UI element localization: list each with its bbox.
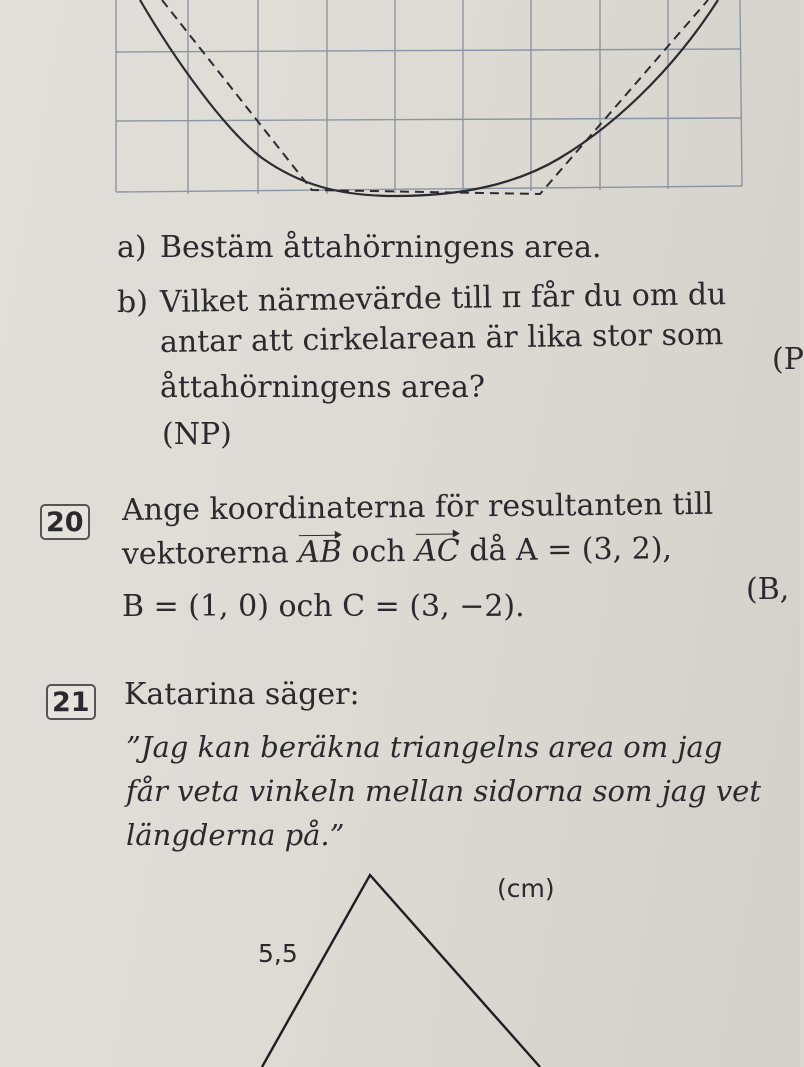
margin-tag-20: (B, — [746, 572, 790, 607]
part-b-label: b) — [117, 285, 148, 320]
problem20-line3: B = (1, 0) och C = (3, −2). — [122, 589, 525, 624]
grid — [116, 0, 742, 194]
problem20-line1: Ange koordinaterna för resultanten till — [121, 486, 714, 528]
unit-label: (cm) — [497, 874, 555, 903]
problem21-quote-line1: ”Jag kan beräkna triangelns area om jag — [126, 730, 723, 764]
part-a-label: a) — [117, 230, 147, 265]
problem21-quote-line2: får veta vinkeln mellan sidorna som jag vet — [126, 774, 761, 808]
triangle-figure — [262, 875, 540, 1067]
problem21-quote-line3: längderna på.” — [126, 818, 345, 852]
part-a-text: Bestäm åttahörningens area. — [160, 230, 602, 265]
part-b-line1: Vilket närmevärde till π får du om du — [159, 277, 727, 320]
problem-number-20: 20 — [40, 504, 90, 540]
octagon-dashed — [162, 0, 708, 194]
vector-ac: AC — [414, 533, 460, 569]
circle-arc — [140, 0, 718, 196]
problem-number-21: 21 — [46, 684, 96, 720]
problem20-line2-mid: och — [341, 533, 416, 570]
part-b-line3: åttahörningens area? — [160, 370, 486, 405]
problem20-line2 — [121, 531, 673, 572]
margin-tag-19: (P — [772, 342, 804, 377]
problem21-intro: Katarina säger: — [124, 677, 360, 712]
problem20-line2-pre: vektorerna — [121, 535, 299, 572]
vector-ab: AB — [297, 534, 343, 571]
part-b-line2: antar att cirkelarean är lika stor som — [159, 317, 724, 360]
problem20-line2-post: då A = (3, 2), — [459, 531, 673, 569]
part-b-source: (NP) — [162, 417, 232, 452]
side-length-label: 5,5 — [258, 939, 298, 968]
